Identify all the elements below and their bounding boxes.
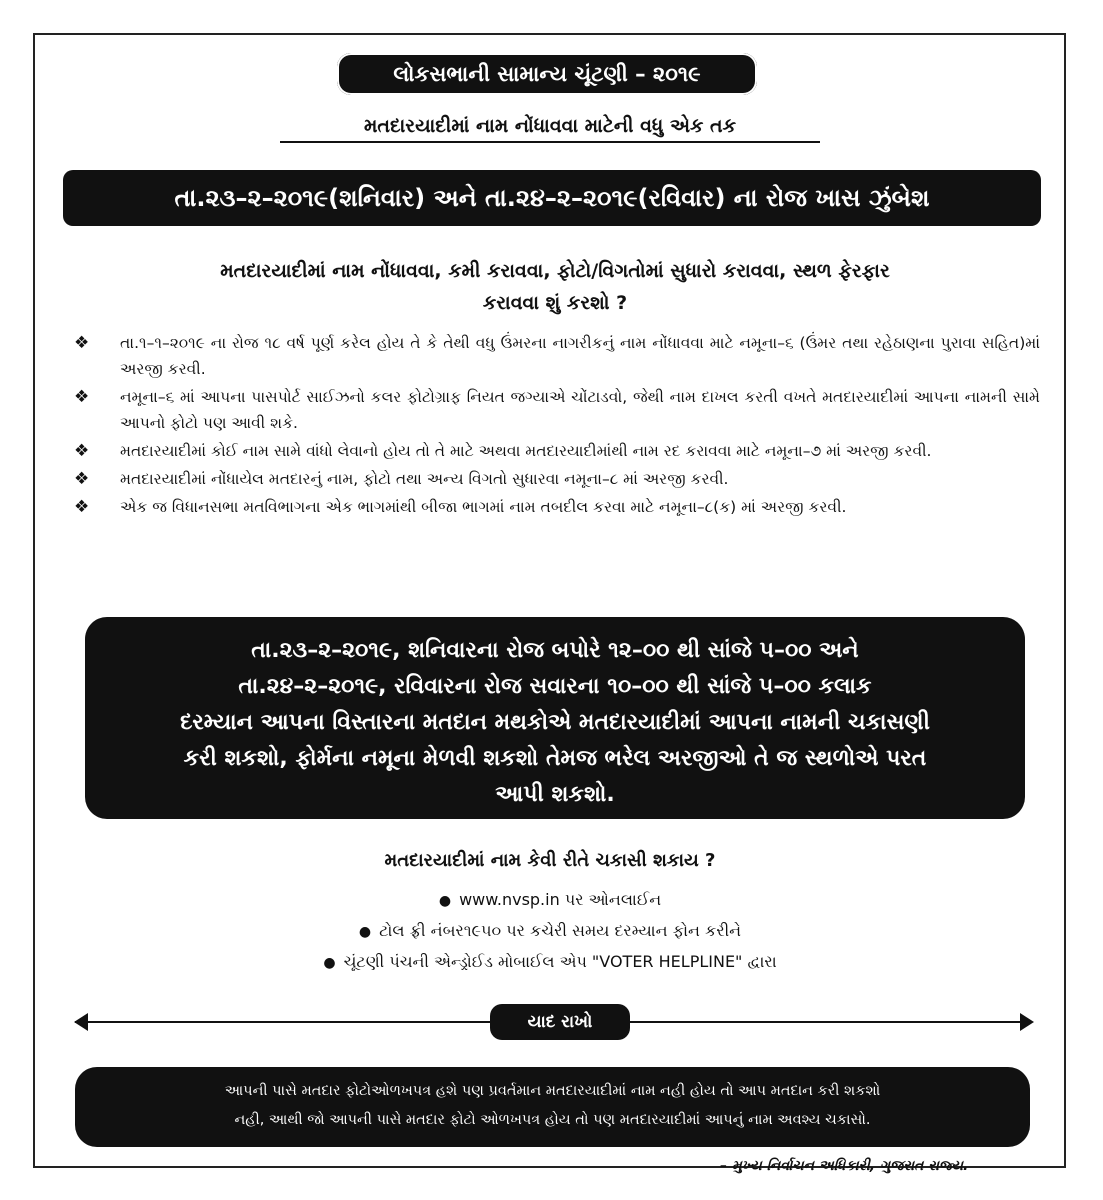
bullet-dot-icon: ●: [438, 893, 452, 909]
check-method-text: ચૂંટણી પંચની એન્ડ્રોઈડ મોબાઈલ એપ "VOTER HELPLINE" દ્વારા: [343, 952, 777, 971]
check-method-item: [200, 916, 900, 947]
issuer-signature: – મુખ્ય નિર્વાચન અધિકારી, ગુજરાત રાજ્ય.: [720, 1158, 969, 1174]
instruction-text: તા.૧–૧–૨૦૧૯ ના રોજ ૧૮ વર્ષ પૂર્ણ કરેલ હોય તે કે તેથી વધુ ઉંમરના નાગરીકનું નામ નોંધાવવા માટે નમૂના–૬ (ઉંમર તથા રહેઠાણના પુરાવા સહિત)માં અરજી કરવી.: [120, 334, 1040, 378]
important-note-box: [75, 1067, 1030, 1147]
remember-label-text: યાદ રાખો: [527, 1012, 593, 1032]
check-methods-list: [200, 885, 900, 978]
instruction-item: [70, 438, 1040, 464]
campaign-dates-text: તા.૨૩–૨–૨૦૧૯(શનિવાર) અને તા.૨૪–૨–૨૦૧૯(રવિવાર) ના રોજ ખાસ ઝુંબેશ: [174, 184, 930, 212]
note-line: આપની પાસે મતદાર ફોટોઓળખપત્ર હશે પણ પ્રવર્તમાન મતદારયાદીમાં નામ નહી હોય તો આપ મતદાન કરી શકશો: [224, 1083, 881, 1099]
instruction-item: [70, 384, 1040, 436]
diamond-bullet-icon: ❖: [74, 469, 90, 489]
instruction-item: [70, 494, 1040, 520]
schedule-line: કરી શકશો, ફોર્મના નમૂના મેળવી શકશો તેમજ ભરેલ અરજીઓ તે જ સ્થળોએ પરત: [183, 746, 927, 771]
instruction-item: [70, 466, 1040, 492]
schedule-info-box: [85, 617, 1025, 819]
instruction-text: એક જ વિધાનસભા મતવિભાગના એક ભાગમાંથી બીજા ભાગમાં નામ તબદીલ કરવા માટે નમૂના–૮(ક) માં અરજી કરવી.: [120, 498, 847, 516]
instruction-text: મતદારયાદીમાં કોઈ નામ સામે વાંધો લેવાનો હોય તો તે માટે અથવા મતદારયાદીમાંથી નામ રદ કરાવવા માટે નમૂના–૭ માં અરજી કરવી.: [120, 442, 932, 460]
diamond-bullet-icon: ❖: [74, 497, 90, 517]
check-method-text: ટોલ ફ્રી નંબર૧૯૫૦ પર કચેરી સમય દરમ્યાન ફોન કરીને: [379, 921, 742, 940]
arrow-left-icon: [74, 1013, 88, 1031]
schedule-line: આપી શકશો.: [495, 782, 615, 807]
diamond-bullet-icon: ❖: [74, 387, 90, 407]
check-method-item: [200, 885, 900, 916]
bullet-dot-icon: ●: [358, 924, 372, 940]
diamond-bullet-icon: ❖: [74, 333, 90, 353]
diamond-bullet-icon: ❖: [74, 441, 90, 461]
arrow-right-icon: [1020, 1013, 1034, 1031]
question-line-2: કરાવવા શું કરશો ?: [482, 292, 628, 314]
remember-label: [490, 1004, 630, 1040]
schedule-line: દરમ્યાન આપના વિસ્તારના મતદાન મથકોએ મતદારયાદીમાં આપના નામની ચકાસણી: [180, 710, 930, 735]
check-methods-heading: મતદારયાદીમાં નામ કેવી રીતે ચકાસી શકાય ?: [384, 850, 716, 871]
instruction-text: નમૂના–૬ માં આપના પાસપોર્ટ સાઈઝનો કલર ફોટોગ્રાફ નિયત જગ્યાએ ચોંટાડવો, જેથી નામ દાખલ કરતી વખતે મતદારયાદીમાં આપના નામની સામે આપનો ફોટો પણ આવી શકે.: [120, 388, 1040, 432]
page-title-text: લોકસભાની સામાન્ય ચૂંટણી – ૨૦૧૯: [393, 61, 701, 86]
question-line-1: મતદારયાદીમાં નામ નોંધાવવા, કમી કરાવવા, ફોટો/વિગતોમાં સુધારો કરાવવા, સ્થળ ફેરફાર: [220, 260, 890, 282]
check-method-text: www.nvsp.in પર ઓનલાઈન: [459, 890, 662, 909]
page-title: [337, 53, 757, 95]
question-heading: [100, 255, 1010, 319]
note-line: નહી, આથી જો આપની પાસે મતદાર ફોટો ઓળખપત્ર હોય તો પણ મતદારયાદીમાં આપનું નામ અવશ્ય ચકાસો.: [234, 1112, 871, 1128]
instruction-list: [70, 330, 1040, 522]
schedule-line: તા.૨૪–૨–૨૦૧૯, રવિવારના રોજ સવારના ૧૦–૦૦ થી સાંજે ૫–૦૦ કલાક: [238, 674, 872, 699]
instruction-item: [70, 330, 1040, 382]
campaign-dates-banner: [63, 170, 1041, 226]
schedule-line: તા.૨૩–૨–૨૦૧૯, શનિવારના રોજ બપોરે ૧૨–૦૦ થી સાંજે ૫–૦૦ અને: [251, 638, 859, 663]
bullet-dot-icon: ●: [323, 955, 336, 971]
check-method-item: [200, 947, 900, 978]
instruction-text: મતદારયાદીમાં નોંધાયેલ મતદારનું નામ, ફોટો તથા અન્ય વિગતો સુધારવા નમૂના–૮ માં અરજી કરવી.: [120, 470, 729, 488]
page-subtitle: મતદારયાદીમાં નામ નોંધાવવા માટેની વધુ એક તક: [280, 115, 820, 143]
